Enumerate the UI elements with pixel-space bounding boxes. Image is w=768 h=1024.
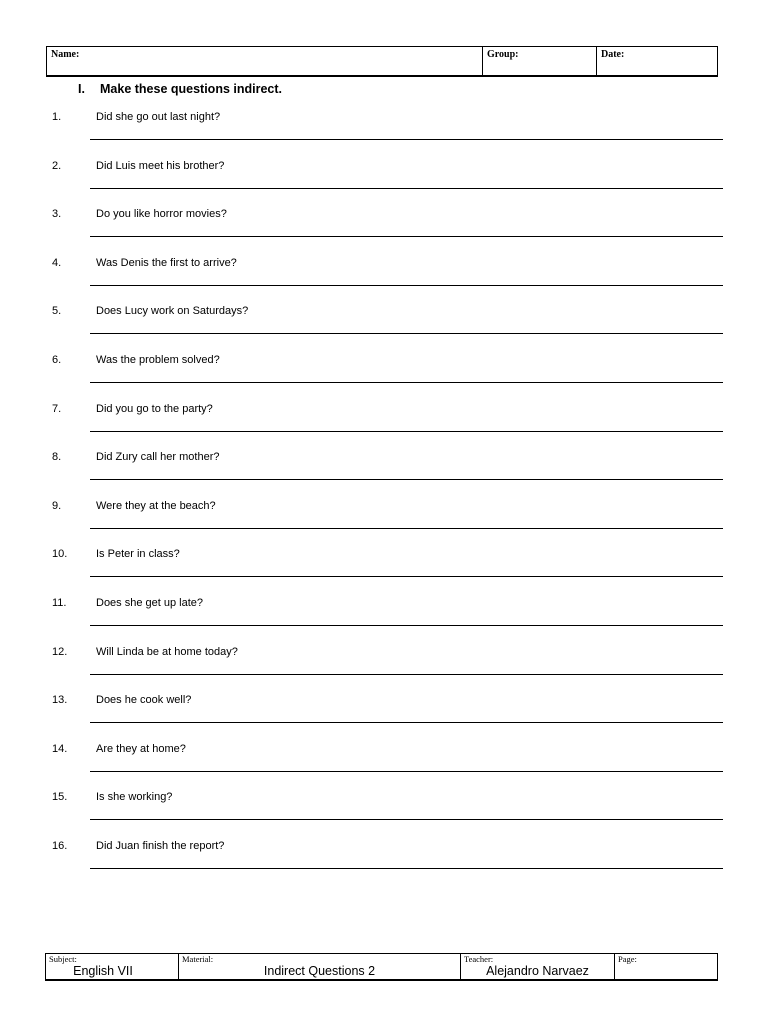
teacher-label: Teacher: bbox=[464, 954, 494, 964]
material-label: Material: bbox=[182, 954, 214, 964]
question-item bbox=[0, 305, 768, 354]
question-number: 11. bbox=[52, 597, 67, 609]
question-item bbox=[0, 694, 768, 743]
question-text: Do you like horror movies? bbox=[96, 208, 227, 221]
footer-material-cell bbox=[179, 954, 461, 979]
worksheet-footer bbox=[45, 953, 718, 981]
question-text: Did Juan finish the report? bbox=[96, 840, 225, 852]
material-value: Indirect Questions 2 bbox=[263, 964, 376, 978]
date-label: Date: bbox=[601, 49, 625, 60]
question-number: 1. bbox=[52, 111, 62, 123]
answer-line[interactable] bbox=[90, 431, 723, 432]
question-text: Did she go out last night? bbox=[96, 111, 221, 123]
footer-subject-cell bbox=[46, 954, 179, 979]
answer-line[interactable] bbox=[90, 479, 723, 480]
question-text: Is Peter in class? bbox=[96, 548, 180, 561]
question-text: Does he cook well? bbox=[96, 694, 192, 707]
answer-line[interactable] bbox=[90, 236, 723, 237]
name-field[interactable] bbox=[47, 47, 483, 75]
group-field[interactable] bbox=[483, 47, 597, 75]
question-number: 5. bbox=[52, 305, 62, 318]
question-item bbox=[0, 500, 768, 549]
question-item bbox=[0, 597, 768, 646]
question-text: Did you go to the party? bbox=[96, 402, 213, 415]
section-title bbox=[78, 82, 282, 96]
answer-line[interactable] bbox=[90, 868, 723, 869]
question-number: 8. bbox=[52, 451, 62, 464]
question-number: 14. bbox=[52, 742, 68, 755]
question-number: 10. bbox=[52, 548, 68, 561]
question-item bbox=[0, 791, 768, 840]
question-number: 13. bbox=[52, 694, 68, 707]
question-item bbox=[0, 160, 768, 209]
question-text: Will Linda be at home today? bbox=[96, 645, 238, 658]
question-item bbox=[0, 646, 768, 695]
question-text: Did Luis meet his brother? bbox=[96, 159, 225, 172]
question-text: Does she get up late? bbox=[96, 597, 204, 609]
question-item bbox=[0, 451, 768, 500]
question-number: 7. bbox=[52, 402, 62, 415]
question-number: 2. bbox=[52, 159, 62, 172]
footer-teacher-cell bbox=[461, 954, 615, 979]
answer-line[interactable] bbox=[90, 333, 723, 334]
answer-line[interactable] bbox=[90, 674, 723, 675]
footer-page-cell bbox=[615, 954, 717, 979]
question-item bbox=[0, 548, 768, 597]
subject-value: English VII bbox=[73, 964, 133, 978]
question-text: Was the problem solved? bbox=[96, 354, 220, 366]
question-text: Does Lucy work on Saturdays? bbox=[96, 305, 249, 318]
question-text: Were they at the beach? bbox=[96, 499, 216, 512]
question-text: Are they at home? bbox=[96, 742, 186, 755]
page-label: Page: bbox=[618, 954, 637, 964]
question-item bbox=[0, 840, 768, 889]
question-item bbox=[0, 257, 768, 306]
section-number: I. bbox=[78, 82, 85, 96]
group-label: Group: bbox=[487, 49, 519, 60]
question-number: 3. bbox=[52, 208, 62, 221]
question-text: Did Zury call her mother? bbox=[96, 451, 220, 464]
answer-line[interactable] bbox=[90, 188, 723, 189]
question-item bbox=[0, 403, 768, 452]
question-text: Is she working? bbox=[96, 791, 173, 804]
question-number: 9. bbox=[52, 499, 62, 512]
question-number: 12. bbox=[52, 645, 68, 658]
answer-line[interactable] bbox=[90, 576, 723, 577]
answer-line[interactable] bbox=[90, 285, 723, 286]
answer-line[interactable] bbox=[90, 382, 723, 383]
answer-line[interactable] bbox=[90, 625, 723, 626]
answer-line[interactable] bbox=[90, 528, 723, 529]
question-item bbox=[0, 111, 768, 160]
question-number: 4. bbox=[52, 256, 62, 269]
question-number: 15. bbox=[52, 791, 68, 804]
teacher-value: Alejandro Narvaez bbox=[486, 964, 589, 978]
question-text: Was Denis the first to arrive? bbox=[96, 256, 237, 269]
answer-line[interactable] bbox=[90, 771, 723, 772]
subject-label: Subject: bbox=[49, 954, 77, 964]
question-item bbox=[0, 743, 768, 792]
student-info-header bbox=[46, 46, 718, 77]
date-field[interactable] bbox=[597, 47, 717, 75]
question-number: 6. bbox=[52, 354, 62, 366]
answer-line[interactable] bbox=[90, 722, 723, 723]
name-label: Name: bbox=[51, 49, 80, 60]
question-item bbox=[0, 354, 768, 403]
section-instruction: Make these questions indirect. bbox=[100, 82, 282, 96]
answer-line[interactable] bbox=[90, 819, 723, 820]
question-item bbox=[0, 208, 768, 257]
answer-line[interactable] bbox=[90, 139, 723, 140]
question-number: 16. bbox=[52, 840, 68, 852]
